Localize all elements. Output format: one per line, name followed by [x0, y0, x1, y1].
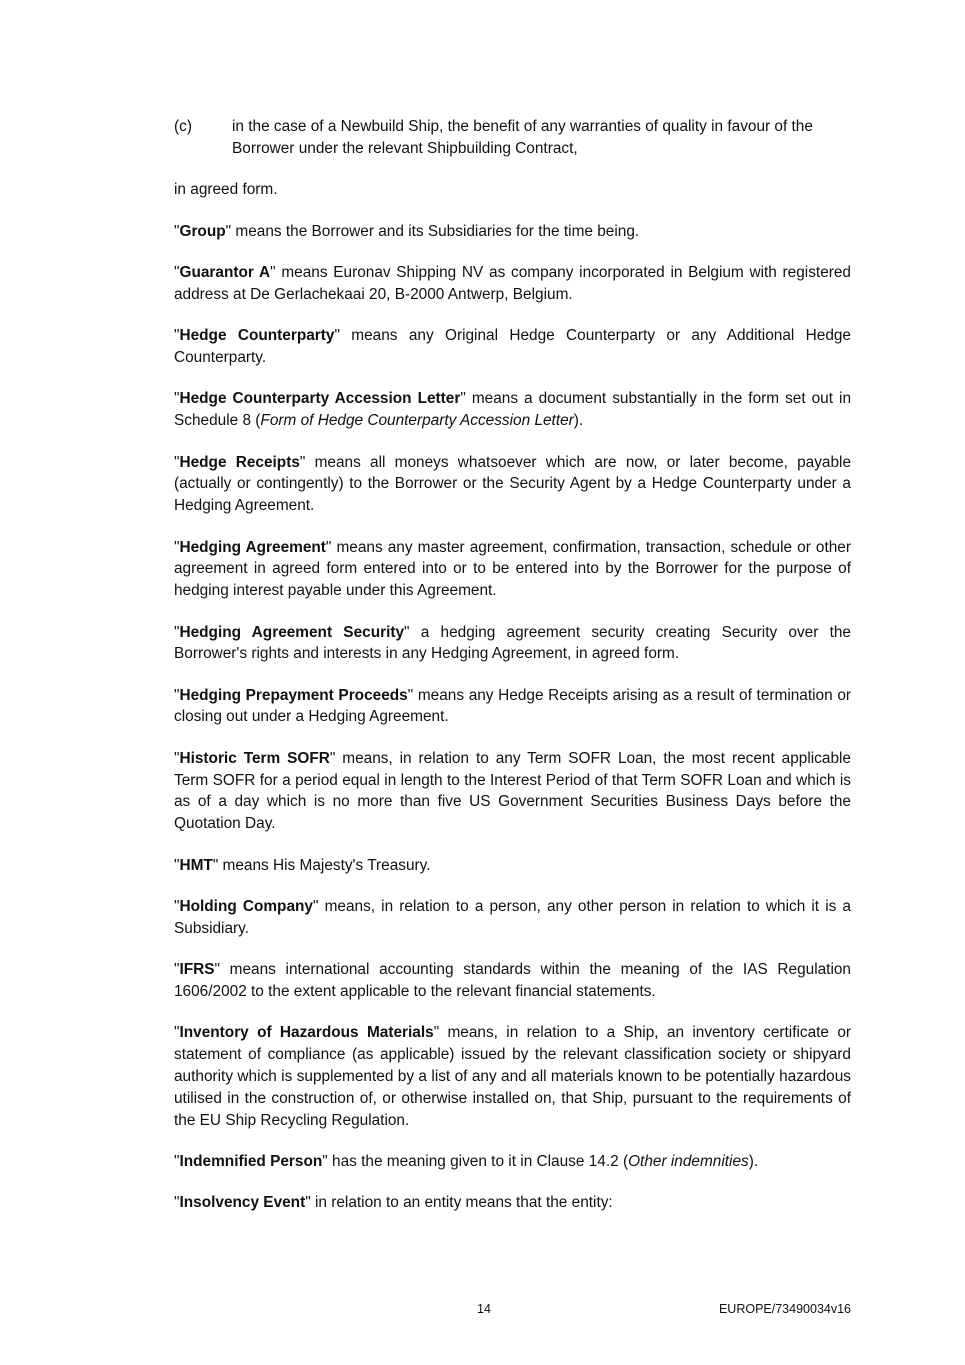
definition-term: Holding Company: [179, 898, 313, 916]
definition-hmt: "HMT" means His Majesty's Treasury.: [174, 856, 431, 874]
definition-term: Historic Term SOFR: [179, 749, 330, 767]
definition-text: means any master agreement, confirmation, transaction, schedule or other agreement in agreed form entered into or to be entered into by the Borrower for the purpose of hedging interest payable under this Agreement.: [174, 538, 851, 600]
definition-text: means, in relation to a Ship, an inventory certificate or statement of compliance (as applicable) issued by the relevant classification society or shipyard authority which is supplemented by a list of any and all materials known to be potentially hazardous utilised in the construction of, or otherwise installed on, that Ship, pursuant to the requirements of the EU Ship Recycling Regulation.: [174, 1024, 851, 1129]
agreed-form-text: in agreed form.: [174, 181, 278, 199]
definition-term: Hedge Counterparty: [179, 327, 335, 345]
definition-term: Group: [179, 222, 226, 240]
definition-hedge-counterparty-accession-letter: "Hedge Counterparty Accession Letter" means a document substantially in the form set out in Schedule 8 (Form of Hedge Counterparty Accession Letter).: [174, 390, 852, 430]
definition-term: Insolvency Event: [179, 1194, 306, 1212]
definition-hedge-receipts: "Hedge Receipts" means all moneys whatsoever which are now, or later become, payable (actually or contingently) to the Borrower or the Security Agent by a Hedge Counterparty under a Hedging Agreement.: [174, 453, 852, 515]
definition-insolvency-event: "Insolvency Event" in relation to an entity means that the entity:: [174, 1194, 613, 1212]
definition-text: means international accounting standards within the meaning of the IAS Regulation 1606/2002 to the extent applicable to the relevant financial statements.: [174, 961, 851, 1001]
definition-term: HMT: [179, 856, 213, 874]
definition-text: has the meaning given to it in Clause 14.2 (: [327, 1153, 629, 1170]
definition-term: Inventory of Hazardous Materials: [179, 1024, 434, 1042]
definition-italic-ref: Form of Hedge Counterparty Accession Letter: [260, 412, 574, 430]
document-reference: EUROPE/73490034v16: [718, 1302, 851, 1316]
definition-tail: ).: [748, 1153, 759, 1170]
clause-c: [174, 116, 851, 160]
definition-term: Indemnified Person: [179, 1153, 323, 1170]
definition-text: means, in relation to any Term SOFR Loan, the most recent applicable Term SOFR for a period equal in length to the Interest Period of that Term SOFR Loan and which is as of a day which is no more than five US Government Securities Business Days before the Quotation Day.: [174, 749, 851, 833]
definition-historic-term-sofr: "Historic Term SOFR" means, in relation to any Term SOFR Loan, the most recent applicable Term SOFR for a period equal in length to the Interest Period of that Term SOFR Loan and which is as of a day which is no more than five US Government Securities Business Days before the Quotation Day.: [174, 749, 851, 833]
definition-term: Hedge Receipts: [179, 453, 300, 471]
definition-tail: ).: [573, 412, 584, 430]
definition-inventory-of-hazardous-materials: "Inventory of Hazardous Materials" means, in relation to a Ship, an inventory certificate or statement of compliance (as applicable) issued by the relevant classification society or shipyard authority which is supplemented by a list of any and all materials known to be potentially hazardous utilised in the construction of, or otherwise installed on, that Ship, pursuant to the requirements of the EU Ship Recycling Regulation.: [174, 1024, 851, 1129]
definition-term: Hedging Prepayment Proceeds: [179, 686, 408, 704]
definition-text: means a document substantially in the form set out in Schedule 8 (: [174, 390, 852, 430]
definition-term: IFRS: [179, 961, 215, 979]
definition-term: Hedging Agreement Security: [179, 623, 405, 641]
definition-hedging-agreement-security: "Hedging Agreement Security" a hedging agreement security creating Security over the Borrower's rights and interests in any Hedging Agreement, in agreed form.: [174, 623, 851, 663]
definition-text: means all moneys whatsoever which are now, or later become, payable (actually or contingently) to the Borrower or the Security Agent by a Hedge Counterparty under a Hedging Agreement.: [174, 453, 852, 515]
definition-hedge-counterparty: "Hedge Counterparty" means any Original Hedge Counterparty or any Additional Hedge Counterparty.: [174, 327, 851, 366]
definition-guarantor-a: "Guarantor A" means Euronav Shipping NV as company incorporated in Belgium with registered address at De Gerlachekaai 20, B-2000 Antwerp, Belgium.: [174, 263, 851, 303]
definition-term: Hedge Counterparty Accession Letter: [179, 390, 461, 408]
definition-italic-ref: Other indemnities: [628, 1153, 749, 1170]
definition-group: "Group" means the Borrower and its Subsidiaries for the time being.: [174, 222, 640, 240]
definition-indemnified-person: "Indemnified Person" has the meaning given to it in Clause 14.2 (Other indemnities).: [174, 1153, 759, 1170]
definition-text: means His Majesty's Treasury.: [218, 856, 431, 874]
clause-number: (c): [174, 118, 192, 135]
definition-text: means the Borrower and its Subsidiaries for the time being.: [231, 222, 640, 240]
definition-text: means Euronav Shipping NV as company incorporated in Belgium with registered address at De Gerlachekaai 20, B-2000 Antwerp, Belgium.: [174, 263, 851, 303]
definition-text: in relation to an entity means that the entity:: [310, 1194, 613, 1212]
definition-term: Hedging Agreement: [179, 538, 326, 556]
definition-text: means any Hedge Receipts arising as a result of termination or closing out under a Hedging Agreement.: [174, 686, 852, 726]
definition-holding-company: "Holding Company" means, in relation to a person, any other person in relation to which it is a Subsidiary.: [174, 898, 851, 937]
definition-text: a hedging agreement security creating Security over the Borrower's rights and interests in any Hedging Agreement, in agreed form.: [174, 623, 851, 663]
definition-term: Guarantor A: [179, 263, 271, 281]
definition-text: means, in relation to a person, any other person in relation to which it is a Subsidiary.: [174, 898, 851, 937]
document-body: [174, 116, 851, 1234]
page-number: 14: [477, 1302, 491, 1316]
definition-hedging-agreement: "Hedging Agreement" means any master agreement, confirmation, transaction, schedule or other agreement in agreed form entered into or to be entered into by the Borrower for the purpose of hedging interest payable under this Agreement.: [174, 538, 851, 600]
definition-text: means any Original Hedge Counterparty or any Additional Hedge Counterparty.: [174, 327, 851, 366]
clause-text: in the case of a Newbuild Ship, the benefit of any warranties of quality in favour of the Borrower under the relevant Shipbuilding Contract,: [232, 118, 813, 157]
definition-ifrs: "IFRS" means international accounting standards within the meaning of the IAS Regulation 1606/2002 to the extent applicable to the relevant financial statements.: [174, 961, 851, 1001]
definition-hedging-prepayment-proceeds: "Hedging Prepayment Proceeds" means any Hedge Receipts arising as a result of termination or closing out under a Hedging Agreement.: [174, 686, 852, 726]
